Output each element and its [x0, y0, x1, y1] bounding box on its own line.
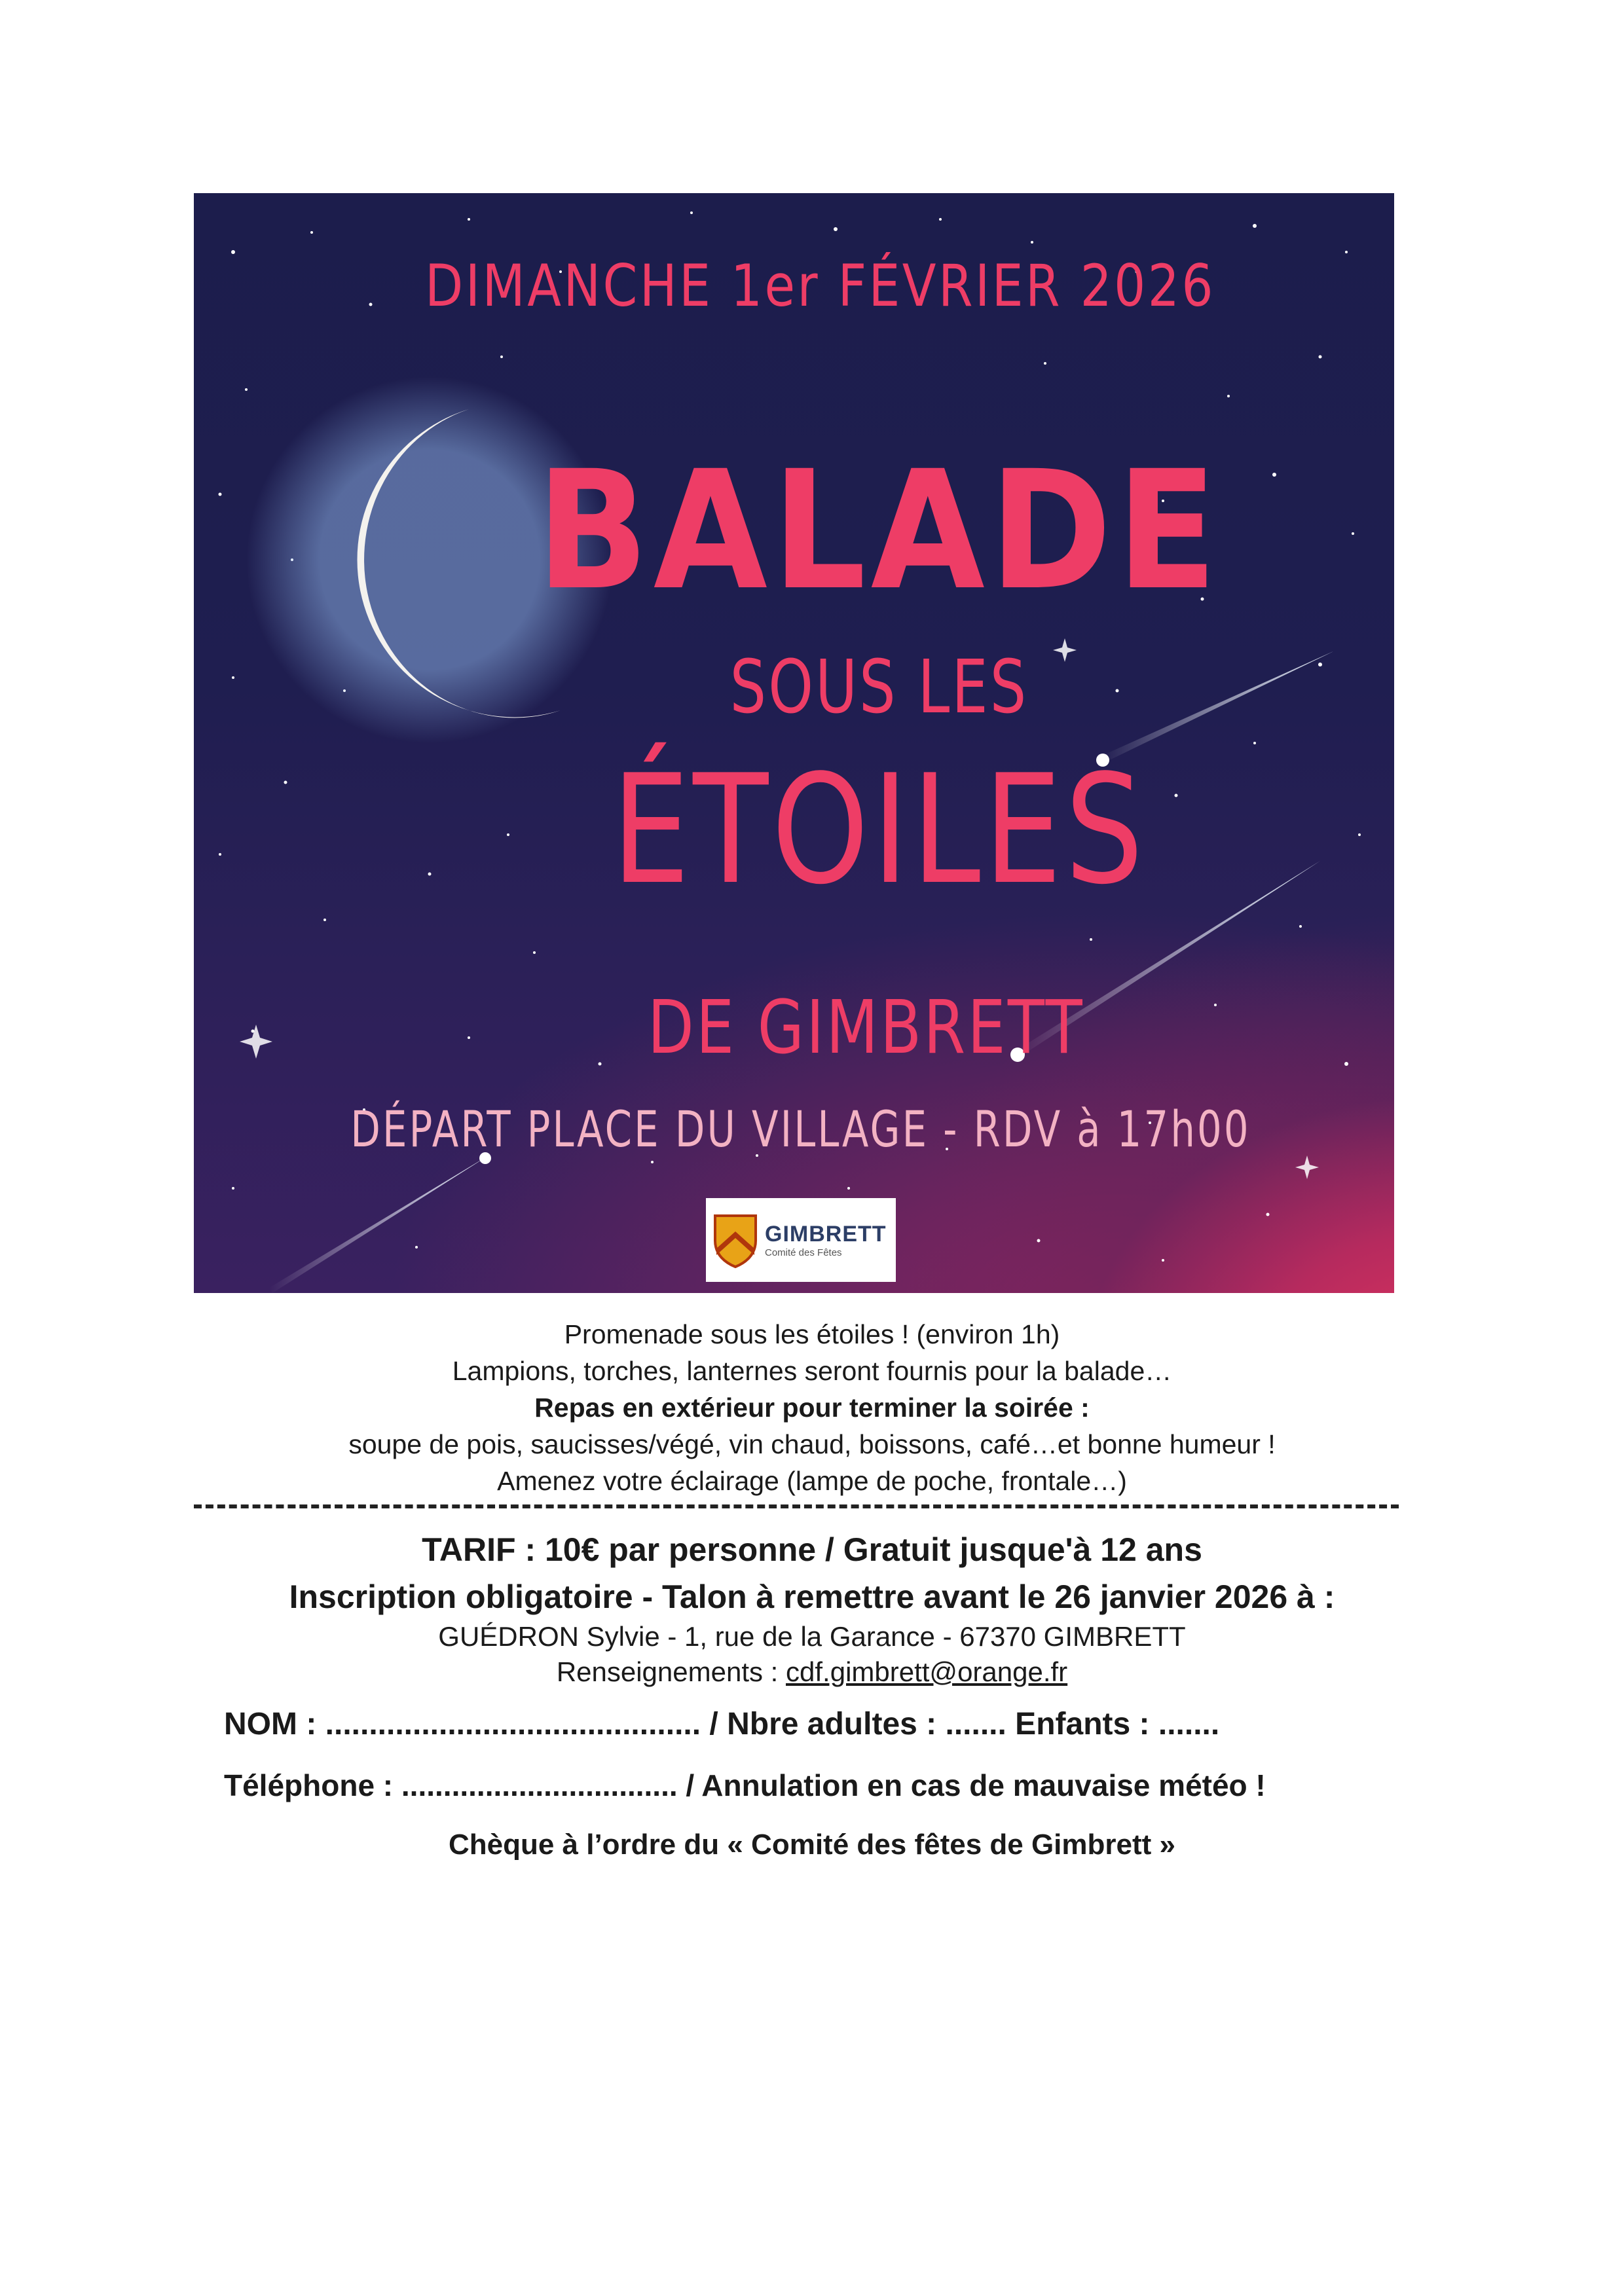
contact-label: Renseignements : [556, 1656, 786, 1687]
address-line: GUÉDRON Sylvie - 1, rue de la Garance - 67370 GIMBRETT [438, 1621, 1186, 1652]
event-poster [194, 193, 1394, 1293]
info-line-2: Lampions, torches, lanternes seront fournis pour la balade… [452, 1356, 1172, 1386]
contact-email-link[interactable]: cdf.gimbrett@orange.fr [786, 1656, 1068, 1687]
title-etoiles: ÉTOILES [612, 743, 1147, 918]
departure-info: DÉPART PLACE DU VILLAGE - RDV à 17h00 [350, 1100, 1251, 1158]
contact-line [0, 1656, 1624, 1688]
shield-icon [712, 1212, 758, 1268]
form-nom-line[interactable]: NOM : ........................................... / Nbre adultes : ....... Enfants : ....... [224, 1707, 1220, 1741]
info-line-1: Promenade sous les étoiles ! (environ 1h) [564, 1319, 1060, 1349]
title-de-gimbrett: DE GIMBRETT [648, 985, 1084, 1070]
title-sous-les: SOUS LES [729, 645, 1029, 730]
event-description [0, 1316, 1624, 1499]
logo-name: GIMBRETT [765, 1222, 887, 1247]
cut-line-divider [194, 1504, 1399, 1508]
tarif-line: TARIF : 10€ par personne / Gratuit jusque'à 12 ans [422, 1531, 1202, 1568]
info-line-5: Amenez votre éclairage (lampe de poche, frontale…) [497, 1466, 1127, 1496]
gimbrett-logo [706, 1198, 896, 1282]
event-date: DIMANCHE 1er FÉVRIER 2026 [425, 252, 1215, 319]
cheque-note: Chèque à l’ordre du « Comité des fêtes de Gimbrett » [448, 1829, 1176, 1861]
inscription-line: Inscription obligatoire - Talon à remettre avant le 26 janvier 2026 à : [289, 1578, 1335, 1615]
logo-subtitle: Comité des Fêtes [765, 1247, 842, 1258]
title-balade: BALADE [536, 435, 1222, 626]
info-line-4: soupe de pois, saucisses/végé, vin chaud, boissons, café…et bonne humeur ! [348, 1429, 1276, 1459]
info-line-3: Repas en extérieur pour terminer la soirée : [534, 1393, 1090, 1423]
form-telephone-line[interactable]: Téléphone : ................................. / Annulation en cas de mauvaise météo ! [224, 1768, 1266, 1802]
